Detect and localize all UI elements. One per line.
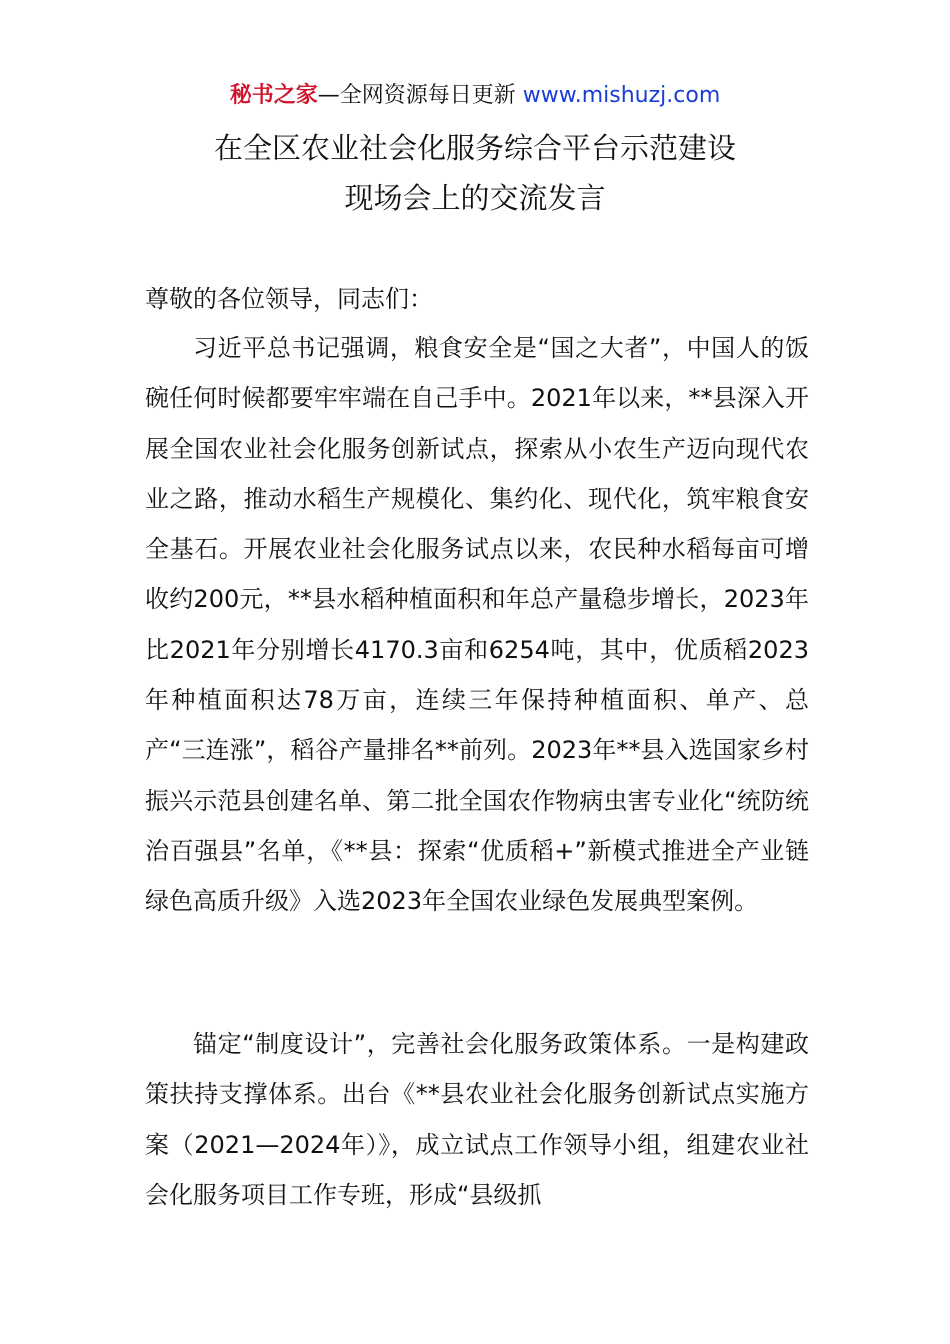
header-tagline: —全网资源每日更新 bbox=[317, 83, 523, 108]
paragraph-1: 习近平总书记强调，粮食安全是“国之大者”，中国人的饭碗任何时候都要牢牢端在自己手中。2021年以来，**县深入开展全国农业社会化服务创新试点，探索从小农生产迈向现代农业之路，推动水稻生产规模化、集约化、现代化，筑牢粮食安全基石。开展农业社会化服务试点以来，农民种水稻每亩可增收约200元，**县水稻种植面积和年总产量稳步增长，2023年比2021年分别增长4170.3亩和6254吨，其中，优质稻2023年种植面积达78万亩，连续三年保持种植面积、单产、总产“三连涨”，稻谷产量排名**前列。2023年**县入选国家乡村振兴示范县创建名单、第二批全国农作物病虫害专业化“统防统治百强县”名单，《**县：探索“优质稻+”新模式推进全产业链绿色高质升级》入选2023年全国农业绿色发展典型案例。 bbox=[145, 334, 809, 916]
site-url-link[interactable]: www.mishuzj.com bbox=[522, 83, 721, 108]
document-title-line-1: 在全区农业社会化服务综合平台示范建设 bbox=[213, 131, 736, 165]
site-header bbox=[0, 80, 950, 112]
salutation: 尊敬的各位领导，同志们： bbox=[145, 285, 433, 313]
paragraph-2: 锚定“制度设计”，完善社会化服务政策体系。一是构建政策扶持支撑体系。出台《**县农业社会化服务创新试点实施方案（2021—2024年）》，成立试点工作领导小组，组建农业社会化服务项目工作专班，形成“县级抓 bbox=[145, 1030, 809, 1209]
brand-name: 秘书之家 bbox=[229, 83, 318, 108]
document-title-line-2: 现场会上的交流发言 bbox=[344, 181, 606, 215]
